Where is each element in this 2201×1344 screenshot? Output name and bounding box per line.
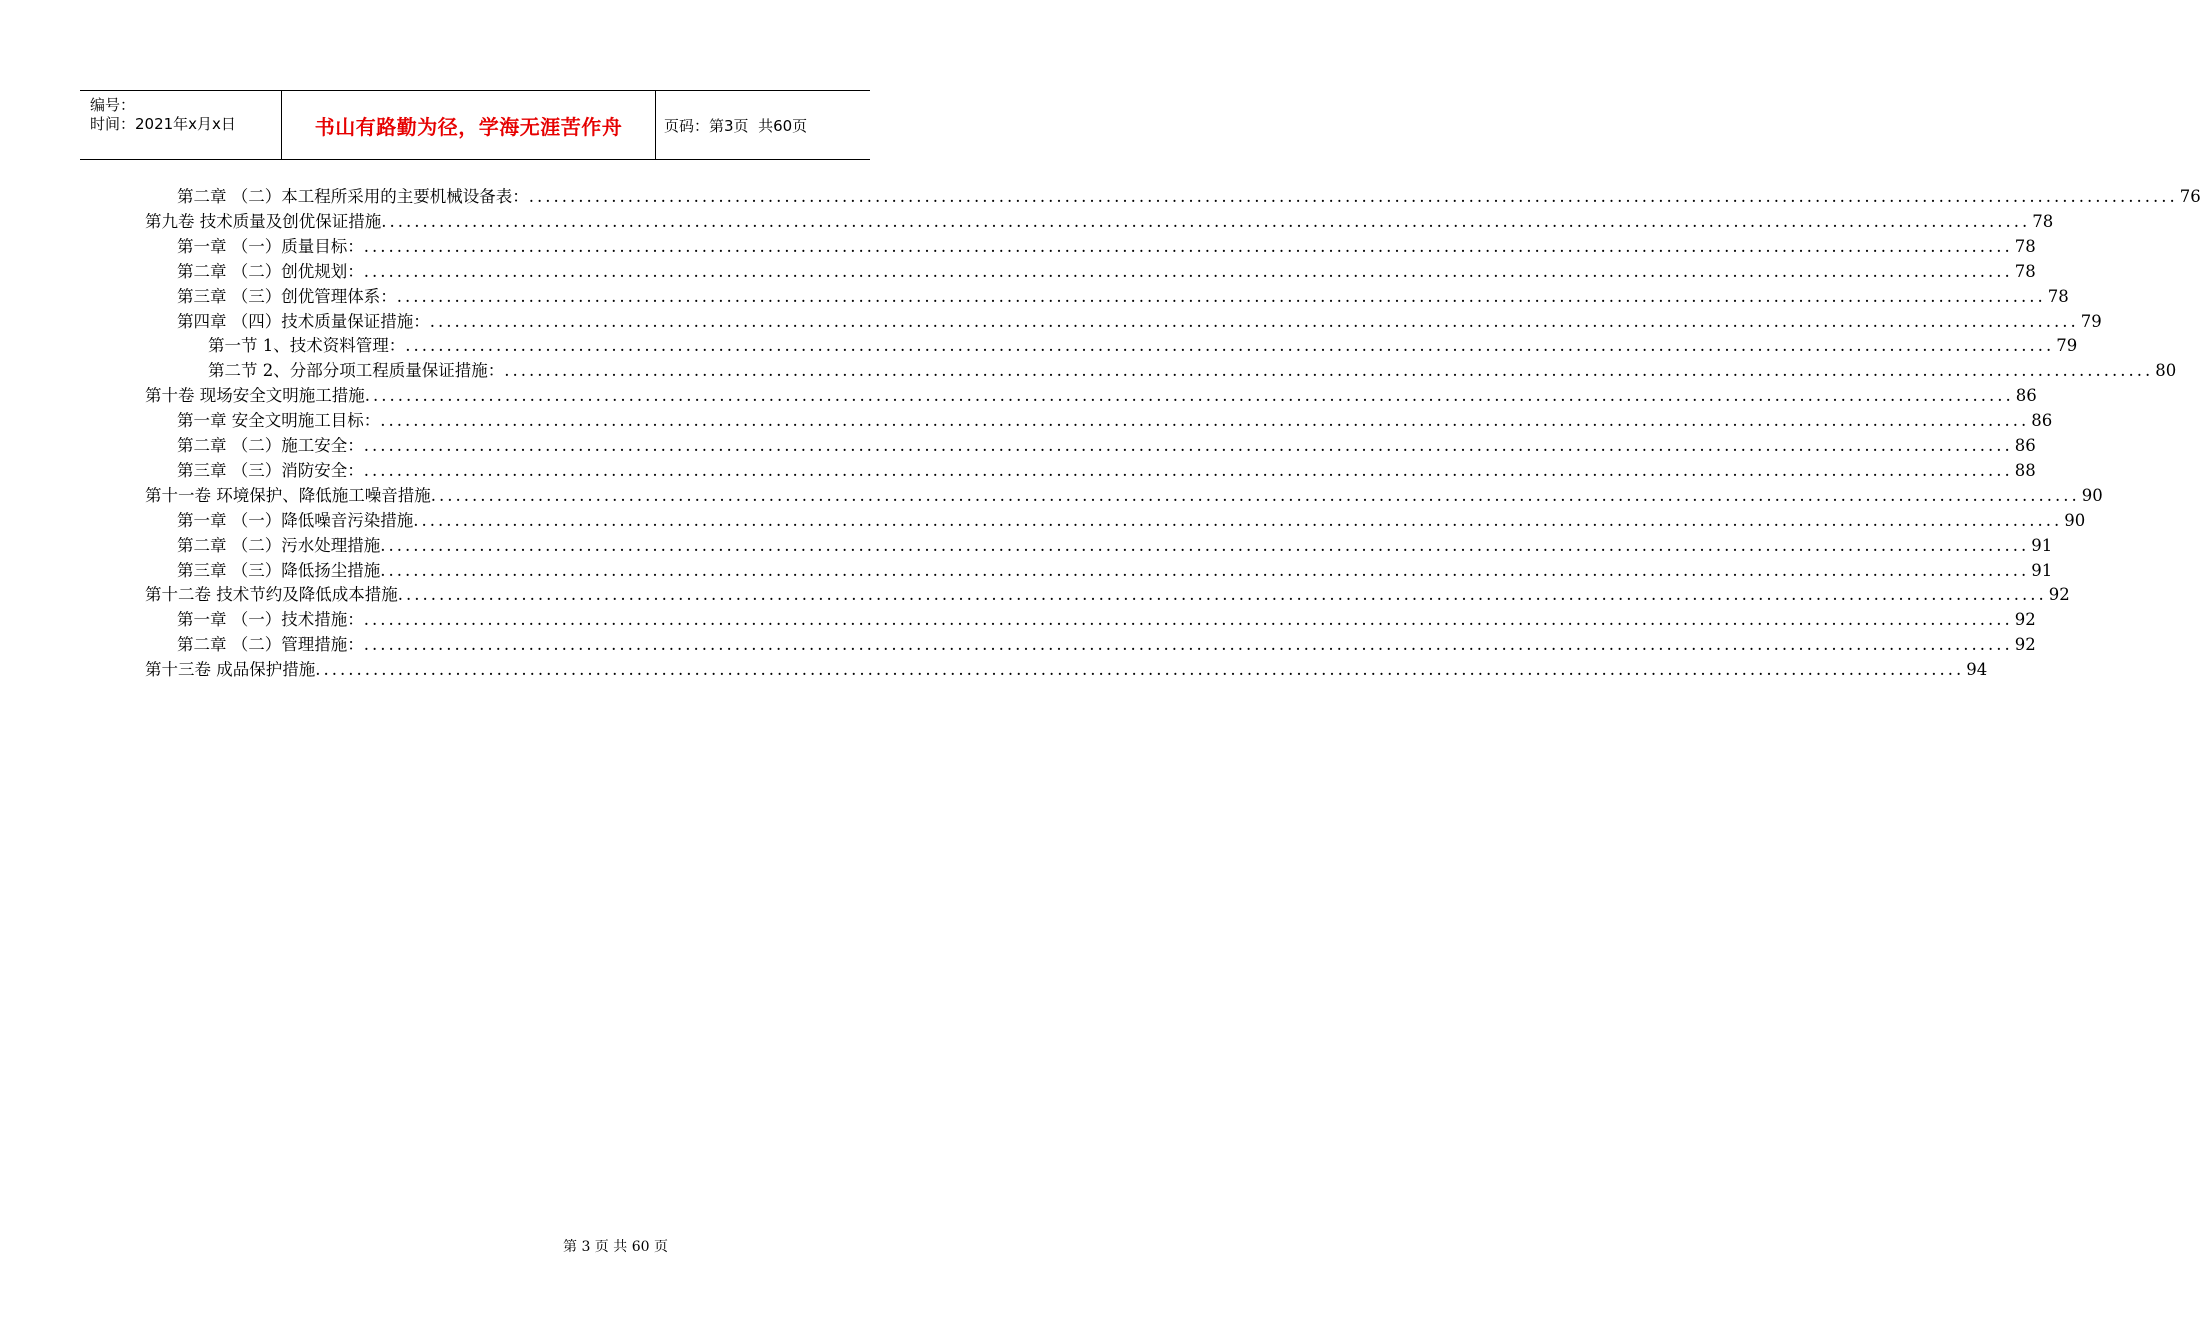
toc-entry-title: 第三章 （三）消防安全：: [177, 461, 364, 480]
toc-entry-page: 92: [2014, 610, 2036, 629]
document-number-label: 编号：: [90, 96, 136, 114]
toc-leader-dots: ........................................................................................................................................................................................................: [363, 635, 2013, 654]
toc-leader-dots: ........................................................................................................................................................................................................: [405, 336, 2055, 355]
toc-leader-dots: ........................................................................................................................................................................................................: [364, 386, 2014, 405]
header-page-cell: [656, 91, 870, 159]
toc-entry-title: 第三章 （三）降低扬尘措施: [177, 561, 381, 580]
toc-entry-page: 91: [2031, 536, 2053, 555]
toc-entry-title: 第四章 （四）技术质量保证措施：: [177, 312, 430, 331]
toc-leader-dots: ........................................................................................................................................................................................................: [315, 660, 1965, 679]
toc-entry-title: 第十二卷 技术节约及降低成本措施: [145, 585, 398, 604]
toc-entry-page: 90: [2064, 511, 2086, 530]
toc-entry[interactable]: [208, 332, 2078, 357]
header-page-info: 页码：第3页 共60页: [664, 116, 808, 135]
toc-entry[interactable]: [177, 308, 2102, 333]
toc-entry-page: 78: [2014, 262, 2036, 281]
toc-leader-dots: ........................................................................................................................................................................................................: [380, 561, 2030, 580]
toc-entry-title: 第三章 （三）创优管理体系：: [177, 287, 397, 306]
toc-entry-page: 94: [1966, 660, 1988, 679]
toc-entry-page: 79: [2080, 312, 2102, 331]
document-time-label: 时间：2021年x月x日: [90, 115, 236, 133]
toc-entry-title: 第二章 （二）施工安全：: [177, 436, 364, 455]
toc-entry-page: 90: [2081, 486, 2103, 505]
toc-entry-page: 78: [2032, 212, 2054, 231]
toc-entry[interactable]: [177, 432, 2036, 457]
toc-leader-dots: ........................................................................................................................................................................................................: [363, 237, 2013, 256]
toc-entry-page: 91: [2031, 561, 2053, 580]
toc-entry[interactable]: [208, 357, 2177, 382]
toc-entry-title: 第二章 （二）本工程所采用的主要机械设备表：: [177, 187, 529, 206]
toc-leader-dots: ........................................................................................................................................................................................................: [528, 187, 2178, 206]
toc-leader-dots: ........................................................................................................................................................................................................: [363, 436, 2013, 455]
toc-entry-title: 第十一卷 环境保护、降低施工噪音措施: [145, 486, 431, 505]
toc-entry-title: 第二章 （二）管理措施：: [177, 635, 364, 654]
toc-leader-dots: ........................................................................................................................................................................................................: [397, 585, 2047, 604]
toc-entry-page: 79: [2056, 336, 2078, 355]
header-meta: [80, 91, 280, 159]
toc-entry-title: 第一节 1、技术资料管理：: [208, 336, 406, 355]
toc-entry-title: 第一章 （一）降低噪音污染措施: [177, 511, 414, 530]
toc-entry-title: 第十三卷 成品保护措施: [145, 660, 316, 679]
toc-entry-page: 86: [2014, 436, 2036, 455]
toc-entry-title: 第一章 （一）质量目标：: [177, 237, 364, 256]
toc-entry-page: 86: [2015, 386, 2037, 405]
toc-entry-title: 第十卷 现场安全文明施工措施: [145, 386, 365, 405]
toc-leader-dots: ........................................................................................................................................................................................................: [429, 312, 2079, 331]
footer-page-number: 第 3 页 共 60 页: [563, 1239, 668, 1255]
toc-leader-dots: ........................................................................................................................................................................................................: [396, 287, 2046, 306]
toc-entry[interactable]: [177, 283, 2069, 308]
toc-entry-page: 92: [2014, 635, 2036, 654]
toc-entry[interactable]: [177, 557, 2053, 582]
toc-entry-page: 78: [2014, 237, 2036, 256]
toc-entry[interactable]: [145, 208, 2054, 233]
toc-entry-title: 第二节 2、分部分项工程质量保证措施：: [208, 361, 505, 380]
toc-entry[interactable]: [177, 507, 2086, 532]
toc-entry[interactable]: [145, 382, 2037, 407]
toc-entry[interactable]: [177, 606, 2036, 631]
toc-entry-page: 86: [2031, 411, 2053, 430]
toc-entry-page: 76: [2179, 187, 2201, 206]
toc-entry[interactable]: [177, 258, 2036, 283]
toc-leader-dots: ........................................................................................................................................................................................................: [380, 411, 2030, 430]
toc-entry[interactable]: [177, 233, 2036, 258]
toc-entry-page: 88: [2014, 461, 2036, 480]
toc-entry[interactable]: [145, 581, 2070, 606]
toc-entry-page: 80: [2155, 361, 2177, 380]
toc-leader-dots: ........................................................................................................................................................................................................: [380, 536, 2030, 555]
toc-leader-dots: ........................................................................................................................................................................................................: [413, 511, 2063, 530]
toc-entry-title: 第九卷 技术质量及创优保证措施: [145, 212, 382, 231]
toc-entry[interactable]: [145, 482, 2103, 507]
toc-leader-dots: ........................................................................................................................................................................................................: [363, 610, 2013, 629]
toc-entry[interactable]: [177, 183, 2201, 208]
toc-leader-dots: ........................................................................................................................................................................................................: [363, 461, 2013, 480]
toc-entry-title: 第二章 （二）创优规划：: [177, 262, 364, 281]
header-motto-cell: [281, 91, 656, 159]
toc-entry-page: 78: [2047, 287, 2069, 306]
toc-entry[interactable]: [177, 631, 2036, 656]
toc-entry[interactable]: [177, 457, 2036, 482]
page-header: [80, 90, 870, 160]
toc-leader-dots: ........................................................................................................................................................................................................: [363, 262, 2013, 281]
toc-leader-dots: ........................................................................................................................................................................................................: [430, 486, 2080, 505]
toc-leader-dots: ........................................................................................................................................................................................................: [381, 212, 2031, 231]
toc-entry-page: 92: [2048, 585, 2070, 604]
toc-entry[interactable]: [145, 656, 1988, 681]
toc-entry-title: 第二章 （二）污水处理措施: [177, 536, 381, 555]
toc-leader-dots: ........................................................................................................................................................................................................: [504, 361, 2154, 380]
toc-entry[interactable]: [177, 407, 2053, 432]
header-motto: 书山有路勤为径，学海无涯苦作舟: [314, 114, 623, 139]
toc-entry[interactable]: [177, 532, 2053, 557]
toc-entry-title: 第一章 安全文明施工目标：: [177, 411, 381, 430]
toc-entry-title: 第一章 （一）技术措施：: [177, 610, 364, 629]
